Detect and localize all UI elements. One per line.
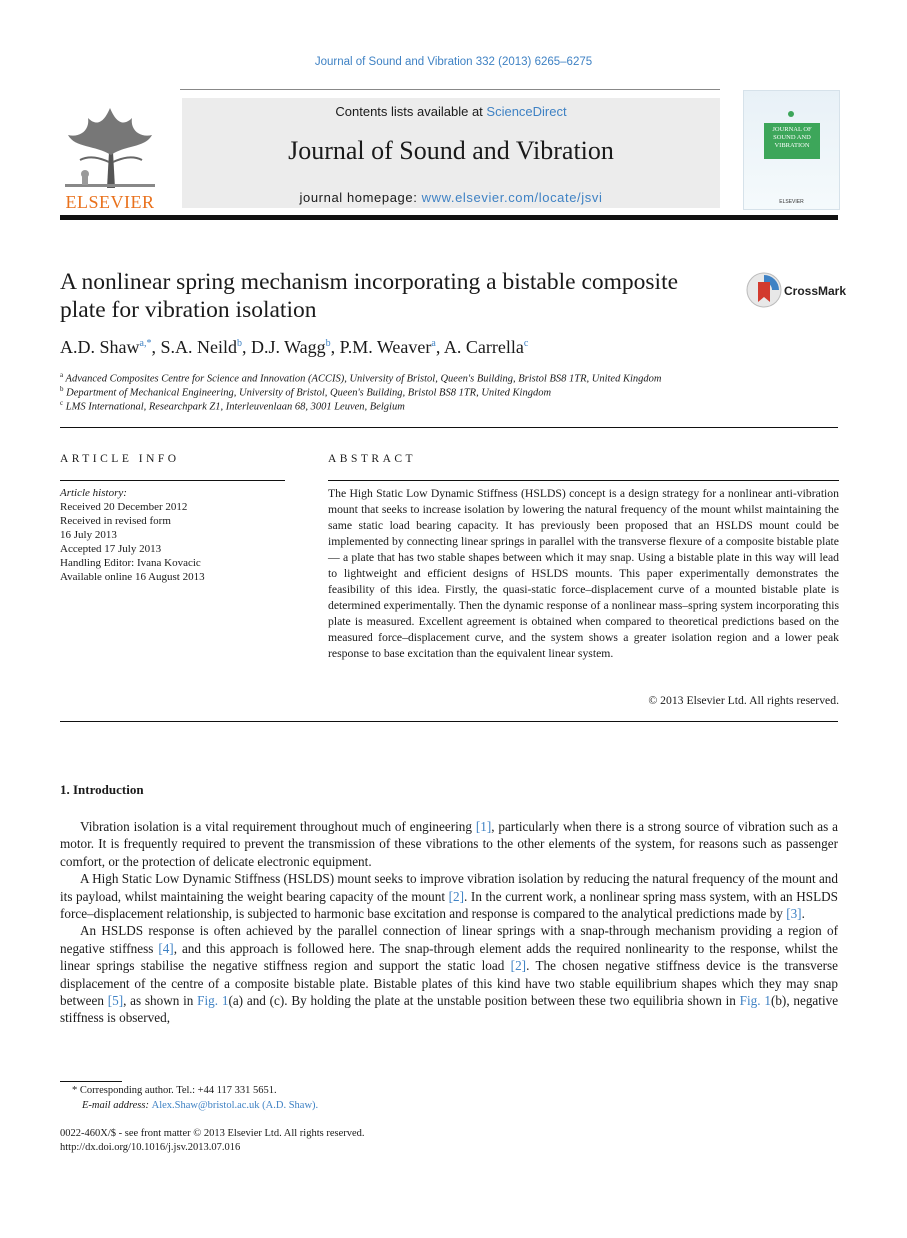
author-name[interactable]: A.D. Shaw [60, 337, 140, 357]
corresponding-author-note: * Corresponding author. Tel.: +44 117 331 5651. [72, 1085, 277, 1096]
abstract-rule [328, 480, 839, 481]
cover-publisher: ELSEVIER [779, 199, 804, 205]
doi-link[interactable]: http://dx.doi.org/10.1016/j.jsv.2013.07.016 [60, 1142, 241, 1153]
citation-link[interactable]: [3] [786, 906, 802, 922]
figure-link[interactable]: Fig. 1 [197, 993, 229, 1009]
contents-prefix: Contents lists available at [335, 104, 487, 119]
affiliation-b [60, 385, 551, 399]
history-line: Received 20 December 2012 [60, 501, 188, 513]
author-name[interactable]: A. Carrella [443, 337, 524, 357]
email-link[interactable]: Alex.Shaw@bristol.ac.uk (A.D. Shaw). [151, 1100, 319, 1111]
history-line: 16 July 2013 [60, 529, 117, 541]
citation-link[interactable]: [1] [475, 819, 492, 834]
affiliation-a [60, 371, 661, 385]
history-line: Accepted 17 July 2013 [60, 543, 162, 555]
author-affiliation-marker[interactable]: c [523, 338, 529, 349]
article-info-rule [60, 480, 285, 481]
crossmark-badge[interactable] [746, 272, 847, 308]
abstract-end-rule [60, 721, 838, 722]
citation-link[interactable]: [2] [510, 958, 527, 974]
elsevier-tree-icon [60, 100, 160, 190]
contents-line [182, 104, 720, 119]
article-title: A nonlinear spring mechanism incorporating a bistable composite plate for vibration isolation [60, 269, 679, 323]
homepage-prefix: journal homepage: [299, 190, 422, 205]
paragraph: Vibration isolation is a vital requirement throughout much of engineering [1], particularly when there is a strong source of vibration such as a motor. It is frequently required to prevent the transmission of these vibrations to the other elements of the system, for reasons such as passenger comfort, or the protection of delicate electronic equipment. [60, 819, 838, 869]
affiliation-text: LMS International, Researchpark Z1, Interleuvenlaan 68, 3001 Leuven, Belgium [65, 401, 405, 413]
author-affiliation-marker[interactable]: a [431, 338, 436, 349]
header-top-rule [180, 89, 720, 90]
crossmark-icon [746, 272, 782, 308]
affiliation-text: Advanced Composites Centre for Science and Innovation (ACCIS), University of Bristol, Queen's Building, Bristol BS8 1TR, United Kingdom [65, 373, 662, 385]
section-divider [60, 427, 838, 428]
section-heading-introduction: 1. Introduction [60, 782, 144, 797]
email-note [82, 1100, 318, 1111]
article-info-heading: ARTICLE INFO [60, 453, 180, 465]
figure-link[interactable]: Fig. 1 [739, 993, 771, 1009]
introduction-body [60, 818, 838, 1027]
citation-link[interactable]: [4] [158, 940, 174, 956]
history-line: Received in revised form [60, 515, 171, 527]
elsevier-wordmark: ELSEVIER [65, 192, 155, 212]
homepage-link[interactable]: www.elsevier.com/locate/jsvi [421, 190, 603, 205]
sciencedirect-link[interactable]: ScienceDirect [486, 104, 567, 119]
email-label: E-mail address: [82, 1100, 152, 1111]
affiliation-text: Department of Mechanical Engineering, University of Bristol, Queen's Building, Bristol BS8 1TR, United Kingdom [66, 387, 552, 399]
abstract-text: The High Static Low Dynamic Stiffness (HSLDS) concept is a design strategy for a nonlinear anti-vibration mount that seeks to increase isolation by lowering the natural frequency of the mount whilst maintaining the same static load bearing capacity. It has previously been proposed that an HSLDS mount could be implemented by connecting linear springs in parallel with the transverse flexure of a composite bistable plate — a plate that has two stable shapes between which it may snap. Using a bistable plate in this way will lead to lightweight and efficient designs of HSLDS mounts. This paper experimentally demonstrates the feasibility of this idea. Firstly, the quasi-static force–displacement curve of a mounted bistable plate is determined experimentally. Then the dynamic response of a nonlinear mass–spring system incorporating this plate is measured. Excellent agreement is obtained when compared to theoretical predictions based on the measured force–displacement curve, and the system shows a greater isolation region and a lower peak response to base excitation than the equivalent linear system. [328, 487, 839, 660]
abstract-copyright: © 2013 Elsevier Ltd. All rights reserved. [648, 694, 839, 707]
history-label: Article history: [60, 487, 127, 499]
paragraph: An HSLDS response is often achieved by the parallel connection of linear springs with a snap-through mechanism providing a region of negative stiffness [4], and this approach is followed here. The snap-through element adds the required nonlinearity to the response, whilst the linear springs stabilise the negative stiffness region and support the static load [2]. The chosen negative stiffness device is the transverse displacement of the centre of a composite bistable plate. Bistable plates of this kind have two stable equilibrium shapes which they may snap between [5], as shown in Fig. 1(a) and (c). By holding the plate at the unstable position between these two equilibria shown in Fig. 1(b), negative stiffness is observed, [60, 923, 839, 1026]
header-thick-rule [60, 215, 838, 220]
author-affiliation-marker[interactable]: b [236, 338, 242, 349]
citation-link[interactable]: [5] [107, 993, 124, 1009]
cover-title-box [764, 123, 820, 159]
journal-title: Journal of Sound and Vibration [288, 136, 614, 165]
author-affiliation-marker[interactable]: b [325, 338, 331, 349]
affiliation-marker: a [60, 371, 64, 379]
journal-banner [182, 98, 720, 208]
elsevier-logo [60, 100, 160, 210]
crossmark-label: CrossMark [784, 284, 847, 298]
history-line: Handling Editor: Ivana Kovacic [60, 557, 201, 569]
article-history [60, 486, 285, 584]
history-line: Available online 16 August 2013 [60, 571, 205, 583]
homepage-line [182, 190, 720, 205]
affiliation-marker: c [60, 399, 64, 407]
affiliation-c [60, 399, 405, 413]
issn-line: 0022-460X/$ - see front matter © 2013 Elsevier Ltd. All rights reserved. [60, 1128, 365, 1139]
author-affiliation-marker[interactable]: a,* [139, 338, 152, 349]
journal-cover-thumbnail[interactable] [743, 90, 840, 210]
affiliation-marker: b [60, 385, 64, 393]
citation-link[interactable]: [2] [448, 888, 465, 904]
author-name[interactable]: D.J. Wagg [250, 337, 326, 357]
author-name[interactable]: P.M. Weaver [339, 337, 432, 357]
cover-emblem-icon [788, 111, 794, 117]
footnote-rule [60, 1081, 122, 1082]
paragraph: A High Static Low Dynamic Stiffness (HSLDS) mount seeks to improve vibration isolation by reducing the natural frequency of the mount and its payload, whilst maintaining the weight bearing capacity of the mount [2]. In the current work, a nonlinear spring mass system, with an HSLDS force–displacement relationship, is subjected to harmonic base excitation and response is compared to the analytical predictions made by [3]. [60, 871, 838, 922]
cover-title: JOURNAL OF SOUND AND VIBRATION [772, 126, 812, 149]
abstract-heading: ABSTRACT [328, 453, 417, 465]
journal-reference[interactable]: Journal of Sound and Vibration 332 (2013) 6265–6275 [314, 56, 593, 68]
author-list: A.D. Shaw$^{a,*}$, S.A. Neild$^b$, D.J. Wagg$^b$, P.M. Weaver$^a$, A. Carrella$^c$ [60, 337, 529, 357]
author-name[interactable]: S.A. Neild [160, 337, 237, 357]
